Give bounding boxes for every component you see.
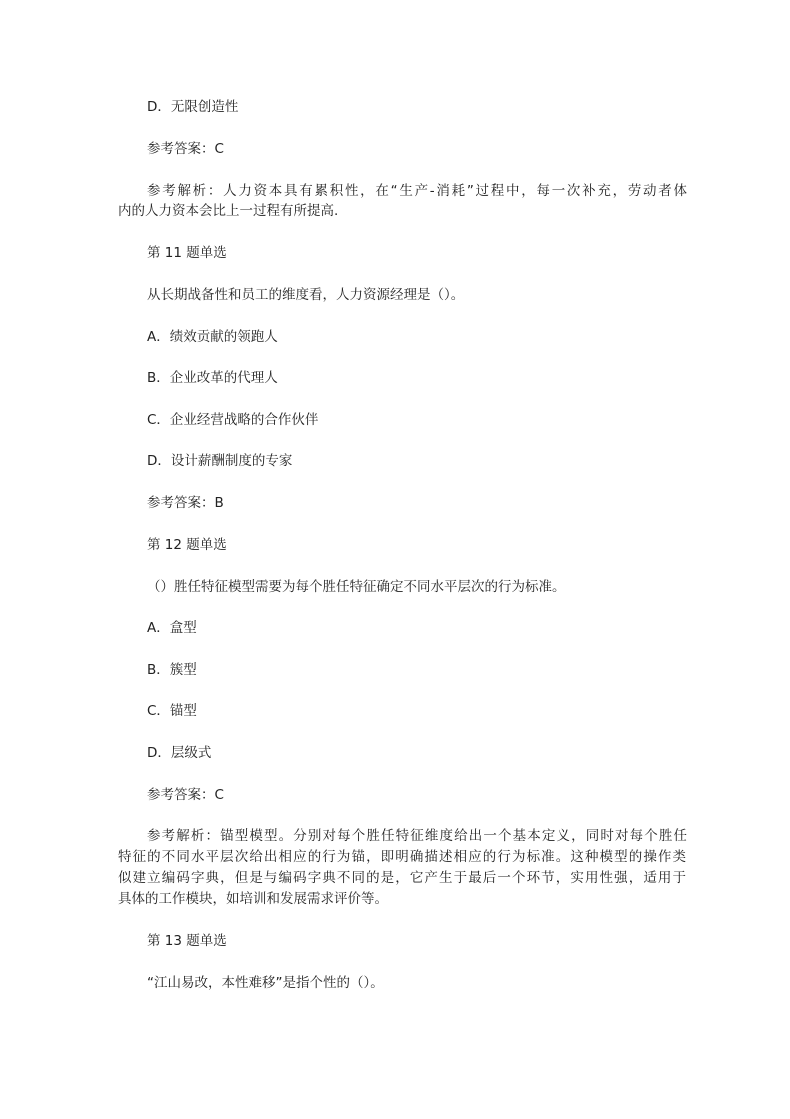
q11-option-b: B．企业改革的代理人 bbox=[147, 370, 278, 386]
q13-title: 第 13 题单选 bbox=[147, 933, 227, 949]
q10-option-d: D．无限创造性 bbox=[147, 99, 239, 115]
q12-analysis-line: 具体的工作模块，如培训和发展需求评价等。 bbox=[118, 891, 388, 907]
q11-option-a: A．绩效贡献的领跑人 bbox=[147, 329, 278, 345]
q12-title: 第 12 题单选 bbox=[147, 537, 227, 553]
q12-analysis-line: 特征的不同水平层次给出相应的行为锚，即明确描述相应的行为标准。这种模型的操作类 bbox=[118, 849, 686, 865]
q11-option-d: D．设计薪酬制度的专家 bbox=[147, 453, 293, 469]
q11-title: 第 11 题单选 bbox=[147, 245, 227, 261]
q12-answer: 参考答案：C bbox=[147, 787, 224, 803]
q12-option-a: A．盒型 bbox=[147, 620, 197, 636]
q12-stem: （）胜任特征模型需要为每个胜任特征确定不同水平层次的行为标准。 bbox=[147, 579, 566, 595]
q13-stem: “江山易改，本性难移”是指个性的（）。 bbox=[147, 975, 384, 991]
q11-stem: 从长期战备性和员工的维度看，人力资源经理是（）。 bbox=[147, 287, 465, 303]
q11-option-c: C．企业经营战略的合作伙伴 bbox=[147, 412, 319, 428]
q10-answer: 参考答案：C bbox=[147, 141, 224, 157]
q10-analysis-line: 参考解析：人力资本具有累积性，在“生产-消耗”过程中，每一次补充，劳动者体 bbox=[147, 183, 687, 199]
q12-analysis-line: 参考解析：锚型模型。分别对每个胜任特征维度给出一个基本定义，同时对每个胜任 bbox=[147, 828, 687, 844]
q12-analysis-line: 似建立编码字典，但是与编码字典不同的是，它产生于最后一个环节，实用性强，适用于 bbox=[118, 870, 686, 886]
q12-option-c: C．锚型 bbox=[147, 703, 197, 719]
q10-analysis-line: 内的人力资本会比上一过程有所提高. bbox=[118, 203, 339, 219]
q12-option-d: D．层级式 bbox=[147, 745, 212, 761]
q11-answer: 参考答案：B bbox=[147, 495, 224, 511]
q12-option-b: B．簇型 bbox=[147, 662, 197, 678]
